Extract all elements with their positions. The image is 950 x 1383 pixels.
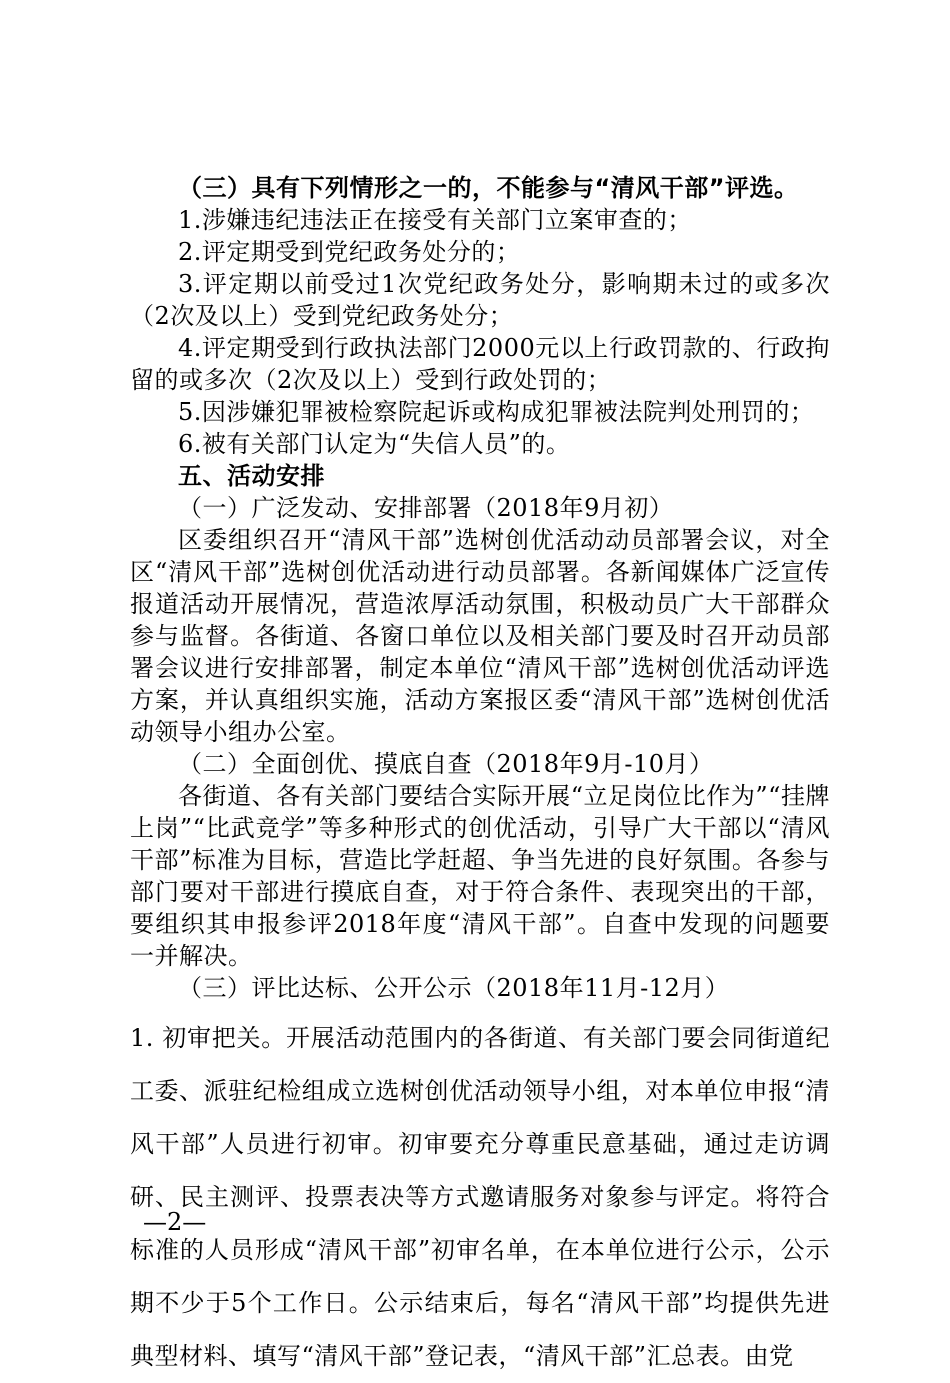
list-item: 4.评定期受到行政执法部门2000元以上行政罚款的、行政拘留的或多次（2次及以上）受到行政处罚的； (130, 334, 830, 394)
paragraph-2: 各街道、各有关部门要结合实际开展“立足岗位比作为”“挂牌上岗”“比武竞学”等多种形式的创优活动，引导广大干部以“清风干部”标准为目标，营造比学赶超、争当先进的良好氛围。各参与部门要对干部进行摸底自查，对于符合条件、表现突出的干部，要组织其申报参评2018年度“清风干部”。自查中发现的问题要一并解决。 (130, 782, 830, 970)
paragraph-1: 区委组织召开“清风干部”选树创优活动动员部署会议，对全区“清风干部”选树创优活动进行动员部署。各新闻媒体广泛宣传报道活动开展情况，营造浓厚活动氛围，积极动员广大干部群众参与监督。各街道、各窗口单位以及相关部门要及时召开动员部署会议进行安排部署，制定本单位“清风干部”选树创优活动评选方案，并认真组织实施，活动方案报区委“清风干部”选树创优活动领导小组办公室。 (130, 526, 830, 746)
document-body (130, 172, 830, 1383)
list-item: 1.涉嫌违纪违法正在接受有关部门立案审查的； (178, 206, 692, 234)
section-heading: 五、活动安排 (178, 462, 325, 490)
page-number: —2— (143, 1208, 207, 1236)
subheading-2: （二）全面创优、摸底自查（2018年9月-10月） (178, 750, 714, 778)
subheading-3: （三）评比达标、公开公示（2018年11月-12月） (178, 974, 730, 1002)
list-item: 6.被有关部门认定为“失信人员”的。 (178, 430, 571, 458)
heading-exclusions: （三）具有下列情形之一的，不能参与“清风干部”评选。 (178, 174, 799, 202)
list-item: 3.评定期以前受过1次党纪政务处分，影响期未过的或多次（2次及以上）受到党纪政务处分； (130, 270, 830, 330)
paragraph-3: 1. 初审把关。开展活动范围内的各街道、有关部门要会同街道纪工委、派驻纪检组成立选树创优活动领导小组，对本单位申报“清风干部”人员进行初审。初审要充分尊重民意基础，通过走访调研、民主测评、投票表决等方式邀请服务对象参与评定。将符合标准的人员形成“清风干部”初审名单，在本单位进行公示，公示期不少于5个工作日。公示结束后，每名“清风干部”均提供先进典型材料、填写“清风干部”登记表，“清风干部”汇总表。由党 (130, 1024, 830, 1370)
subheading-1: （一）广泛发动、安排部署（2018年9月初） (178, 494, 674, 522)
list-item: 5.因涉嫌犯罪被检察院起诉或构成犯罪被法院判处刑罚的； (178, 398, 815, 426)
list-item: 2.评定期受到党纪政务处分的； (178, 238, 521, 266)
